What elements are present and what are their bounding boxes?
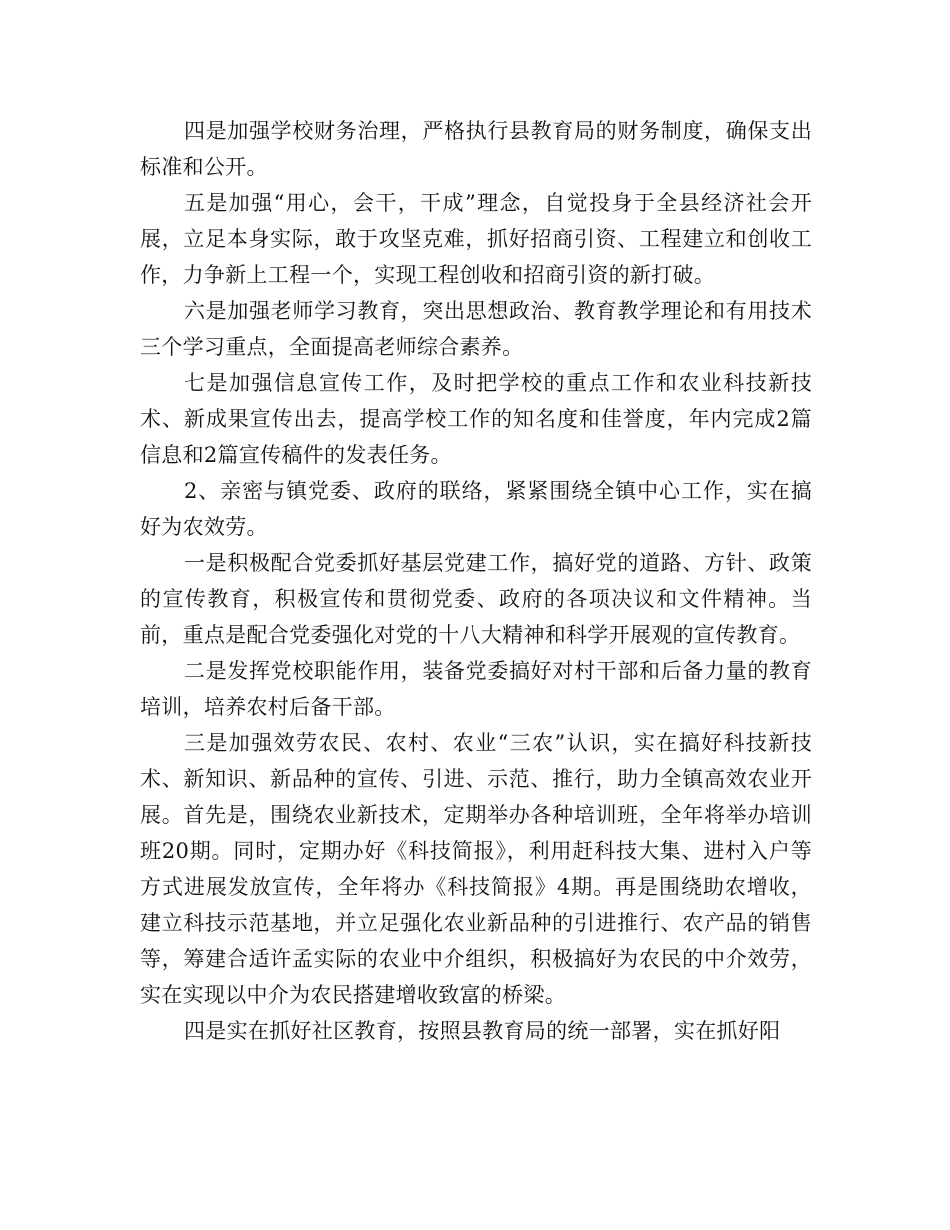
paragraph-community-education: 四是实在抓好社区教育，按照县教育局的统一部署，实在抓好阳	[184, 1019, 781, 1043]
paragraph-party-building: 一是积极配合党委抓好基层党建工作，搞好党的道路、方针、政策的宣传教育，积极宣传和贯彻党委、政府的各项决议和文件精神。当前，重点是配合党委强化对党的十八大精神和科学开展观的宣传教育。	[140, 551, 812, 647]
paragraph-agriculture: 三是加强效劳农民、农村、农业“三农”认识，实在搞好科技新技术、新知识、新品种的宣传、引进、示范、推行，助力全镇高效农业开展。首先是，围绕农业新技术，定期举办各种培训班，全年将举办培训班20期。同时，定期办好《科技简报》，利用赶科技大集、进村入户等方式进展发放宣传，全年将办《科技简报》4期。再是围绕助农增收，建立科技示范基地，并立足强化农业新品种的引进推行、农产品的销售等，筹建合适许孟实际的农业中介组织，积极搞好为农民的中介效劳，实在实现以中介为农民搭建增收致富的桥梁。	[140, 731, 812, 1007]
paragraph-finance: 四是加强学校财务治理，严格执行县教育局的财务制度，确保支出标准和公开。	[140, 119, 812, 179]
paragraph-section-2: 2、亲密与镇党委、政府的联络，紧紧围绕全镇中心工作，实在搞好为农效劳。	[140, 479, 812, 539]
paragraph-concept: 五是加强“用心，会干，干成”理念，自觉投身于全县经济社会开展，立足本身实际，敢于攻坚克难，抓好招商引资、工程建立和创收工作，力争新上工程一个，实现工程创收和招商引资的新打破。	[140, 191, 812, 287]
body-text	[140, 113, 812, 1049]
paragraph-party-school: 二是发挥党校职能作用，装备党委搞好对村干部和后备力量的教育培训，培养农村后备干部。	[140, 659, 812, 719]
paragraph-teacher-study: 六是加强老师学习教育，突出思想政治、教育教学理论和有用技术三个学习重点，全面提高老师综合素养。	[140, 299, 812, 359]
paragraph-publicity: 七是加强信息宣传工作，及时把学校的重点工作和农业科技新技术、新成果宣传出去，提高学校工作的知名度和佳誉度，年内完成2篇信息和2篇宣传稿件的发表任务。	[140, 371, 812, 467]
